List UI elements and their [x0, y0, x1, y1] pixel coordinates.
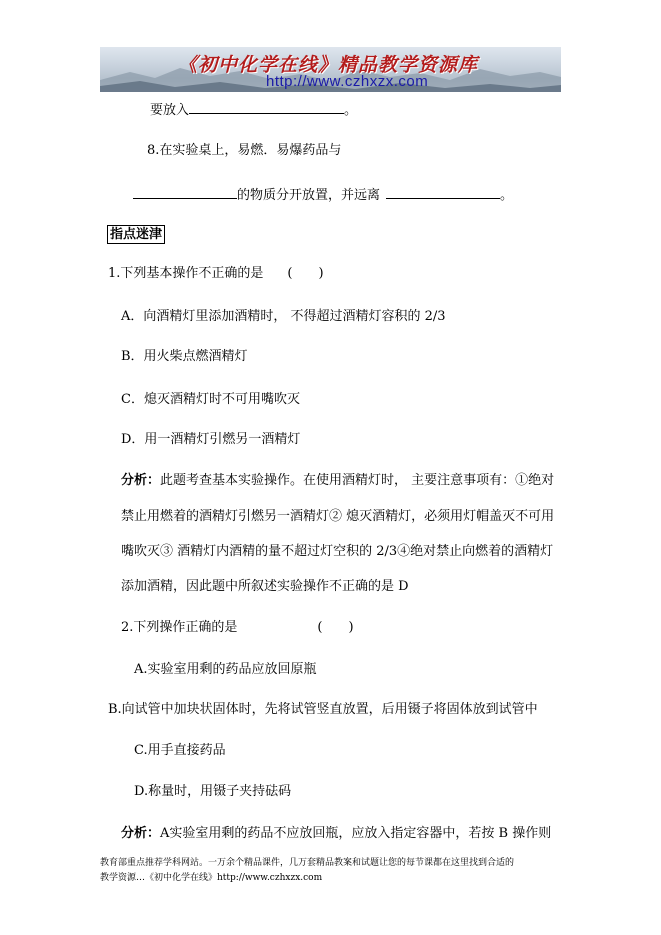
answer-blank[interactable] — [189, 101, 344, 114]
footer-url[interactable]: http://www.czhxzx.com — [217, 873, 323, 883]
q2-option-a: A.实验室用剩的药品应放回原瓶 — [134, 662, 317, 677]
analysis-label: 分析： — [121, 473, 161, 488]
q2-option-d: D.称量时，用镊子夹持砝码 — [134, 784, 292, 799]
q8-stem: 8.在实验桌上，易燃．易爆药品与 — [147, 143, 342, 158]
answer-blank[interactable] — [133, 186, 237, 199]
q1-option-c: C．熄灭酒精灯时不可用嘴吹灭 — [121, 392, 300, 407]
header-banner — [100, 47, 561, 92]
q1-analysis-line-1 — [121, 473, 554, 489]
q8-blanks-line — [133, 186, 513, 204]
footer-prefix: 教学资源…《初中化学在线》 — [100, 873, 218, 883]
q1-paren: ( ) — [287, 266, 324, 281]
q8-mid: 的物质分开放置，并远离 — [237, 188, 381, 203]
footer-line-2 — [100, 872, 322, 884]
q1-analysis-line-3: 嘴吹灭③ 酒精灯内酒精的量不超过灯空积的 2/3④绝对禁止向燃着的酒精灯 — [121, 544, 554, 559]
q7-tail-suffix: 。 — [344, 103, 358, 118]
q8-end: 。 — [500, 188, 514, 203]
q2-option-b: B.向试管中加块状固体时，先将试管竖直放置，后用镊子将固体放到试管中 — [108, 702, 538, 717]
q7-tail — [150, 101, 357, 119]
analysis-label: 分析： — [121, 826, 161, 841]
analysis-text: 此题考查基本实验操作。在使用酒精灯时， 主要注意事项有：①绝对 — [160, 473, 555, 488]
q1-analysis-line-2: 禁止用燃着的酒精灯引燃另一酒精灯② 熄灭酒精灯，必须用灯帽盖灭不可用 — [121, 509, 555, 524]
q1-analysis-line-4: 添加酒精，因此题中所叙述实验操作不正确的是 D — [121, 579, 409, 594]
q2-stem-line — [121, 620, 354, 636]
q1-stem: 1.下列基本操作不正确的是 — [108, 266, 264, 281]
q2-stem: 2.下列操作正确的是 — [121, 620, 238, 635]
analysis-text: A实验室用剩的药品不应放回瓶，应放入指定容器中，若按 B 操作则 — [160, 826, 552, 841]
answer-blank[interactable] — [386, 186, 500, 199]
q2-option-c: C.用手直接药品 — [134, 743, 226, 758]
banner-url[interactable]: http://www.czhxzx.com — [266, 73, 429, 90]
footer-line-1: 教育部重点推荐学科网站。一万余个精品课件，几万套精品教案和试题让您的每节课都在这里找到合适的 — [100, 858, 515, 868]
q1-option-d: D．用一酒精灯引燃另一酒精灯 — [121, 432, 301, 447]
q7-tail-prefix: 要放入 — [150, 103, 190, 118]
section-heading — [107, 227, 165, 243]
q1-option-a: A．向酒精灯里添加酒精时， 不得超过酒精灯容积的 2/3 — [121, 309, 446, 324]
q2-paren: ( ) — [317, 620, 354, 635]
q2-analysis-line — [121, 826, 551, 842]
q1-stem-line — [108, 266, 324, 282]
section-title: 指点迷津 — [107, 225, 165, 244]
banner-title: 《初中化学在线》精品教学资源库 — [178, 54, 479, 76]
q1-option-b: B．用火柴点燃酒精灯 — [121, 349, 248, 364]
